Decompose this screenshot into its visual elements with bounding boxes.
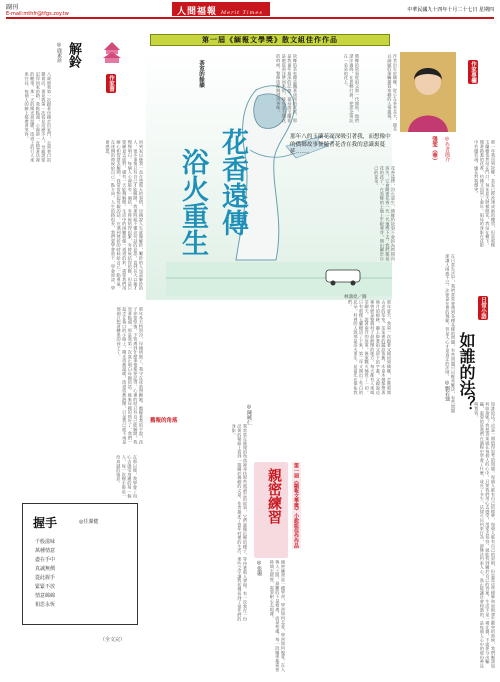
feature-body-right: 花香遠傳，浴火重生，僑鄉的故事不會因為時間而消失，它會隨著花香一代一代地傳下去。我們都是花的孩子，在異鄉的土地上生根發芽，開出屬於自己的花朵。 [374, 166, 396, 261]
issue-date: 中華民國九十四年十月二十七日 星期四 [407, 7, 494, 13]
essay-tag: 日常小語 [480, 297, 486, 319]
essay-title: 如誰的法？ [457, 332, 476, 412]
left-body-top: 八歲時我第一次跟著母親走出家門，走到巷口的雜貨店，那是我第一次看見這麼多人。母親說要記得回家的路，我點點頭，心裡卻一直想著店裡的糖果。那一天的陽光很溫暖，街道上的行人來來往往，每個人的臉上都帶著笑容。 [24, 72, 52, 163]
poem-box-author: ◎任潔健 [79, 519, 99, 525]
left-essay-title: 解鈴 [66, 42, 81, 68]
end-mark: （全文完） [100, 637, 126, 643]
poem-line: 千般滋味 [35, 539, 56, 545]
story-title: 親密練習 [266, 468, 282, 524]
poem-line: 盡在手中 [35, 557, 56, 563]
feature-intro-text-2: 僑鄉的故事從祖父那一代開始，他們漂洋過海，在異鄉打拼，把思念寄託在一朵朵的花上。 [343, 54, 360, 123]
left-body-bottom: 在那以後，我學會了用心去感受身邊的每一個人，每一次握手都是一份真誠的情意。 [116, 455, 138, 498]
section-name: 副刊 [6, 4, 19, 11]
right-body-main: 在日常生活中，我們常常會遇到各種各樣的問題，有些問題可以輕易解決，有些問題卻讓人困惑不已。法律是社會的規範，但是人心才是真正的法則。 [445, 254, 456, 413]
author-name: 張雯（華） [431, 136, 437, 164]
left-body-lower: 那年冬天特別冷，母親病倒了，我守在床前照顧她。她握著我的手說，孩子你要堅強，不管遇到什麼事情都要記得，心裡的結只有自己能解開。我哭著點頭，那是我第一次真正明白母親的話。後來母親的病好了，我們一起走在巷口的小路上，陽光依舊溫暖，街道依舊熱鬧，只是我已經不再是那個只想著糖果的孩子了。 [116, 307, 144, 445]
left-body-main: 回到家以後我一直在想那天的事情，母親說人生就像解鈴，繫鈴的人也是解鈴的人，很多事情只有自己才能解開。我那時候不懂這句話的意思，直到長大以後才慢慢明白。每個人心裡都有一個結，有時候結得很緊，有時候結得很鬆，但是只要願意去面對，總有一天能夠解開。生活中的困難就像一道道的鈴，需要我們用耐心和智慧去解開。我常常想起母親的話，在遇到挫折的時候給自己一點勇氣，在迷惘的時候給自己一點方向。人生的路很長，我們要學會放下，學會原諒，學會感恩。 [105, 140, 144, 291]
left-essay-author: ◎鹿素珍 [56, 42, 62, 63]
lower-middle-text-a: 我常常在舊報的角落裡尋找那些被遺忘的故事，它們就像沉睡的種子，等待著被人發現。有一次我在一份泛黃的報紙上看到一篇關於僑鄉的文章，作者描述了當年村裡的生活，那些文字讓我彷彿看到了祖先們的身影。 [231, 424, 248, 622]
header-rule [6, 17, 494, 19]
section-header [6, 4, 69, 18]
feature-quote: 那年八的玉蘭花深深吸引著我，而想像中的僑鄉故事便隨著花香在我的意識裏蔓延……。 [290, 134, 391, 155]
story-subtitle: 第一屆《緬報文學獎》小說組佳作作品 [293, 463, 299, 548]
poem-box [22, 503, 138, 625]
feature-body-middle: 那年夏天，我第一次跟著父親回到僑鄉，走進那間古老的茶室。茶室裡的擺設依舊，木桌木椅都帶著歲月的痕跡，牆上掛著祖父留下的字畫。父親說這裡曾經是整個村子最熱鬧的地方，每天都有人來喝茶聊天，說著南洋的故事。後來戰火燒毀了一切，只有那棵玉蘭樹活了下來，第二年又開出了雪白的花朵。村裡的人說那是浴火重生，是祖先在保佑我們。 [347, 300, 392, 395]
poem-lines [35, 538, 131, 610]
second-author: ◎陳曉仁 [246, 404, 252, 425]
poem-line: 情意綿綿 [35, 593, 56, 599]
left-column [6, 22, 144, 452]
feature-intro-text: 故鄉的茶室總是飄著淡淡的花香，那是我童年最深的記憶。祖母說玉蘭花是她從南洋帶回來的，每年夏天開花的時候，整條街都聞得到香味。 [276, 54, 298, 123]
poem-line: 真誠無價 [35, 566, 56, 572]
car-icon [326, 270, 360, 282]
newspaper-logo [172, 2, 270, 16]
small-headline: 舊報的角落 [150, 418, 178, 424]
feature-subtitle: 茶室的餘韻 [198, 60, 204, 88]
column-tag: 作家專欄 [470, 61, 476, 83]
poem-box-title: 握手 [33, 516, 58, 530]
author-intro-label: ◎作者簡介 [444, 136, 450, 162]
email-text[interactable]: E-mail:mthfr@tfgs.zoy.tw [6, 11, 69, 17]
illustrator-credit: 林鴻堯／圖 [344, 295, 367, 300]
logo-text: 人間福報 [177, 7, 218, 17]
right-body-lower: 如誰的法？這是一個值得思考的問題。每個人都有自己的標準，每個人都有自己的原則，但是當這些標準和原則發生衝突的時候，我們應該如何取捨呢？我想答案就在每個人的心中。只要我們用心去感受，用愛去包容，就能找到屬於自己的答案。生活不是一場比賽，不需要分出輸贏，重要的是我們在過程中學會了什麼，成長了多少。法律可以約束行為，卻無法約束人心，真正能讓社會和諧的，是每個人心中的那份善良與寬容。 [474, 402, 496, 668]
poem-line: 萬種情意 [35, 548, 56, 554]
right-top-text: 那一年我回到故鄉，茶室已經改建成新的樓房，但是那棵玉蘭樹依然站在門口，每年夏天照樣開花。我站在樹下，聞著熟悉的花香，彷彿又回到了童年。祖母的身影在花影中若隱若現，她在對我微笑。 [474, 140, 496, 248]
left-tag: 作家書 [108, 75, 114, 92]
feature-title-2: 浴火重生 [177, 148, 208, 256]
feature-title-1: 花香遠傳 [217, 128, 248, 236]
poem-line: 相思永恆 [35, 602, 56, 608]
poem-line: 緊緊不放 [35, 584, 56, 590]
author-bio: 作者出生於僑鄉，從小在茶室長大，擅長以細膩的筆觸描寫家鄉的人情風貌。 [387, 54, 398, 132]
lower-middle-text-b: 親密練習是一種學習，學習如何去愛，學習如何被愛。在人與人之間，最難的不是相遇，而是相處。每一段關係都需要時間去經營，需要耐心去呵護。 [269, 560, 286, 672]
award-banner: 第一屆《緬報文學獎》散文組佳作作品 [150, 34, 390, 46]
story-title-box [254, 462, 288, 558]
essay-author: ◎劉若強 [444, 380, 450, 401]
poem-line: 從此握手 [35, 575, 56, 581]
author-photo [400, 52, 456, 132]
pagoda-icon [102, 42, 122, 64]
logo-subtitle: Merit Times [221, 10, 263, 16]
story-author: ◎張珊 [256, 560, 262, 576]
